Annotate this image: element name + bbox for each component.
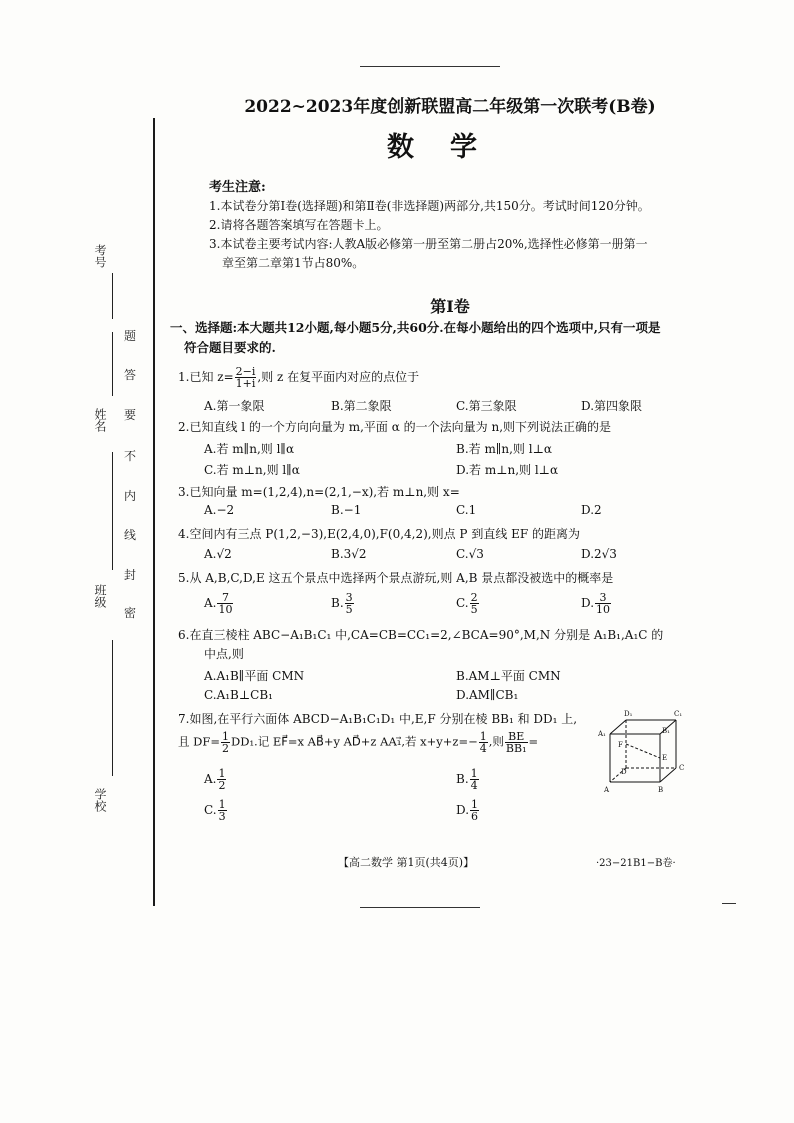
notice-item: 1.本试卷分第Ⅰ卷(选择题)和第Ⅱ卷(非选择题)两部分,共150分。考试时间120分钟。 (209, 199, 650, 213)
denominator: 10 (596, 603, 611, 616)
numerator: 3 (345, 591, 353, 604)
option-c: C.第三象限 (456, 399, 517, 413)
question-text: = (528, 734, 539, 749)
fraction (218, 799, 227, 822)
seal-char: 封 (124, 568, 137, 582)
fraction (217, 768, 226, 791)
seal-char: 内 (124, 489, 137, 503)
option-letter: D. (581, 596, 595, 610)
option-b: B.若 m∥n,则 l⊥α (456, 442, 552, 456)
label-a: A (604, 786, 610, 794)
exam-title: 2022~2023年度创新联盟高二年级第一次联考(B卷) (244, 97, 656, 117)
question-3: 3.已知向量 m=(1,2,4),n=(2,1,−x),若 m⊥n,则 x= (178, 485, 460, 499)
option-letter: A. (204, 772, 217, 786)
question-5: 5.从 A,B,C,D,E 这五个景点中选择两个景点游玩,则 A,B 景点都没被选中的概率是 (178, 571, 614, 585)
question-text: 且 DF= (178, 734, 220, 749)
question-1 (178, 366, 419, 389)
numerator: 1 (471, 798, 479, 811)
option-d: D.若 m⊥n,则 l⊥α (456, 463, 559, 477)
question-4: 4.空间内有三点 P(1,2,−3),E(2,4,0),F(0,4,2),则点 P 到直线 EF 的距离为 (178, 527, 581, 541)
denominator: 5 (345, 603, 353, 616)
edge (610, 720, 626, 734)
numerator: 2 (470, 591, 478, 604)
denominator: 4 (479, 742, 487, 755)
notice-item: 3.本试卷主要考试内容:人教A版必修第一册至第二册占20%,选择性必修第一册第一 (209, 237, 648, 251)
seal-char: 要 (124, 408, 137, 422)
fill-line (112, 332, 113, 396)
option-d: D.第四象限 (581, 399, 643, 413)
option-b: B.第二象限 (331, 399, 392, 413)
denominator: 4 (470, 779, 478, 792)
question-7: 7.如图,在平行六面体 ABCD−A₁B₁C₁D₁ 中,E,F 分别在棱 BB₁ 和 DD₁ 上, (178, 712, 578, 726)
notice-item: 2.请将各题答案填写在答题卡上。 (209, 218, 389, 232)
denominator: BB₁ (505, 742, 527, 755)
option-d: D.AM∥CB₁ (456, 688, 519, 702)
fill-line (112, 640, 113, 776)
denominator: 10 (218, 603, 233, 616)
numerator: 2−i (235, 365, 256, 378)
option-a: A.√2 (204, 547, 232, 561)
field-label-class: 班级 (93, 584, 107, 608)
seal-char: 密 (124, 606, 137, 620)
notice-item: 章至第二章第1节占80%。 (222, 256, 365, 270)
seal-char: 答 (124, 368, 137, 382)
page-footer: 【高二数学 第1页(共4页)】 (338, 856, 475, 869)
binding-line (153, 118, 155, 906)
segment-ef (626, 744, 660, 758)
numerator: 1 (222, 730, 229, 743)
question-text: ,则 (488, 734, 504, 749)
fraction (217, 592, 233, 615)
fraction (470, 768, 479, 791)
notice-heading: 考生注意: (209, 180, 266, 195)
question-text: DD₁.记 EF⃗=x AB⃗+y AD⃗+z AA₁⃗,若 x+y+z=− (231, 734, 478, 749)
fill-line (112, 273, 113, 319)
field-label-school: 学校 (93, 788, 107, 812)
option-b (456, 768, 480, 791)
option-letter: A. (204, 596, 217, 610)
option-a: A.A₁B∥平面 CMN (204, 669, 305, 683)
question-7-cont (178, 731, 538, 754)
question-6-cont: 中点,则 (204, 647, 244, 661)
question-6: 6.在直三棱柱 ABC−A₁B₁C₁ 中,CA=CB=CC₁=2,∠BCA=90°,M,N 分别是 A₁B₁,A₁C 的 (178, 628, 664, 642)
label-f: F (618, 741, 623, 749)
question-text: 1.已知 z= (178, 370, 234, 384)
label-d: D (621, 768, 627, 776)
label-b1: B₁ (662, 727, 670, 735)
fill-line (112, 452, 113, 570)
numerator: 1 (479, 730, 487, 743)
numerator: 7 (217, 592, 233, 604)
fraction (235, 366, 257, 389)
denominator: 3 (218, 810, 226, 823)
field-label-name: 姓名 (93, 408, 107, 432)
section-line: 符合题目要求的. (184, 340, 276, 355)
question-text: ,则 z 在复平面内对应的点位于 (257, 370, 420, 384)
part-title: 第Ⅰ卷 (430, 297, 470, 316)
section-heading (170, 318, 710, 358)
option-c: C.1 (456, 503, 477, 517)
option-d (456, 799, 480, 822)
numerator: 3 (595, 592, 611, 604)
label-d1: D₁ (624, 710, 633, 718)
label-c: C (679, 764, 685, 772)
option-a: A.−2 (204, 503, 235, 517)
option-c: C.若 m⊥n,则 l∥α (204, 463, 300, 477)
label-e: E (662, 754, 668, 762)
seal-char: 题 (124, 329, 137, 343)
edge (660, 768, 676, 782)
option-d (581, 592, 612, 615)
option-a: A.第一象限 (204, 399, 265, 413)
denominator: 6 (471, 810, 479, 823)
label-c1: C₁ (674, 710, 683, 718)
option-c: C.A₁B⊥CB₁ (204, 688, 273, 702)
fraction (505, 731, 528, 754)
option-c: C.√3 (456, 547, 484, 561)
option-b: B.3√2 (331, 547, 367, 561)
fraction (470, 592, 479, 615)
fraction (221, 731, 230, 754)
option-c (204, 799, 228, 822)
option-b: B.AM⊥平面 CMN (456, 669, 561, 683)
section-line: 一、选择题:本大题共12小题,每小题5分,共60分.在每小题给出的四个选项中,只有一项是 (170, 320, 661, 335)
fraction (470, 799, 479, 822)
seal-char: 线 (124, 528, 137, 542)
option-d: D.2 (581, 503, 602, 517)
label-b: B (658, 786, 664, 794)
fraction (345, 592, 354, 615)
option-c (456, 592, 480, 615)
denominator: 1+i (235, 377, 256, 390)
numerator: 1 (218, 798, 226, 811)
label-a1: A₁ (598, 730, 606, 738)
question-2: 2.已知直线 l 的一个方向向量为 m,平面 α 的一个法向量为 n,则下列说法正确的是 (178, 420, 612, 434)
option-letter: D. (456, 803, 470, 817)
seal-char: 不 (124, 449, 137, 463)
option-letter: C. (456, 596, 469, 610)
subject-title: 数学 (387, 132, 513, 163)
option-letter: B. (331, 596, 344, 610)
option-a (204, 768, 227, 791)
paper-code: ·23−21B1−B卷· (596, 858, 676, 869)
scan-mark (360, 907, 480, 908)
denominator: 2 (218, 779, 226, 792)
scan-mark (722, 903, 736, 904)
denominator: 2 (222, 742, 229, 755)
parallelepiped-figure (596, 706, 688, 796)
option-a (204, 592, 234, 615)
option-b: B.−1 (331, 503, 362, 517)
numerator: 1 (470, 767, 478, 780)
option-a: A.若 m∥n,则 l∥α (204, 442, 295, 456)
denominator: 5 (470, 603, 478, 616)
option-letter: B. (456, 772, 469, 786)
option-letter: C. (204, 803, 217, 817)
fraction (595, 592, 611, 615)
option-d: D.2√3 (581, 547, 617, 561)
numerator: BE (505, 731, 528, 743)
field-label-exam-number: 考号 (93, 244, 107, 268)
fraction (479, 731, 488, 754)
scan-mark (360, 66, 500, 67)
option-b (331, 592, 355, 615)
numerator: 1 (218, 767, 226, 780)
